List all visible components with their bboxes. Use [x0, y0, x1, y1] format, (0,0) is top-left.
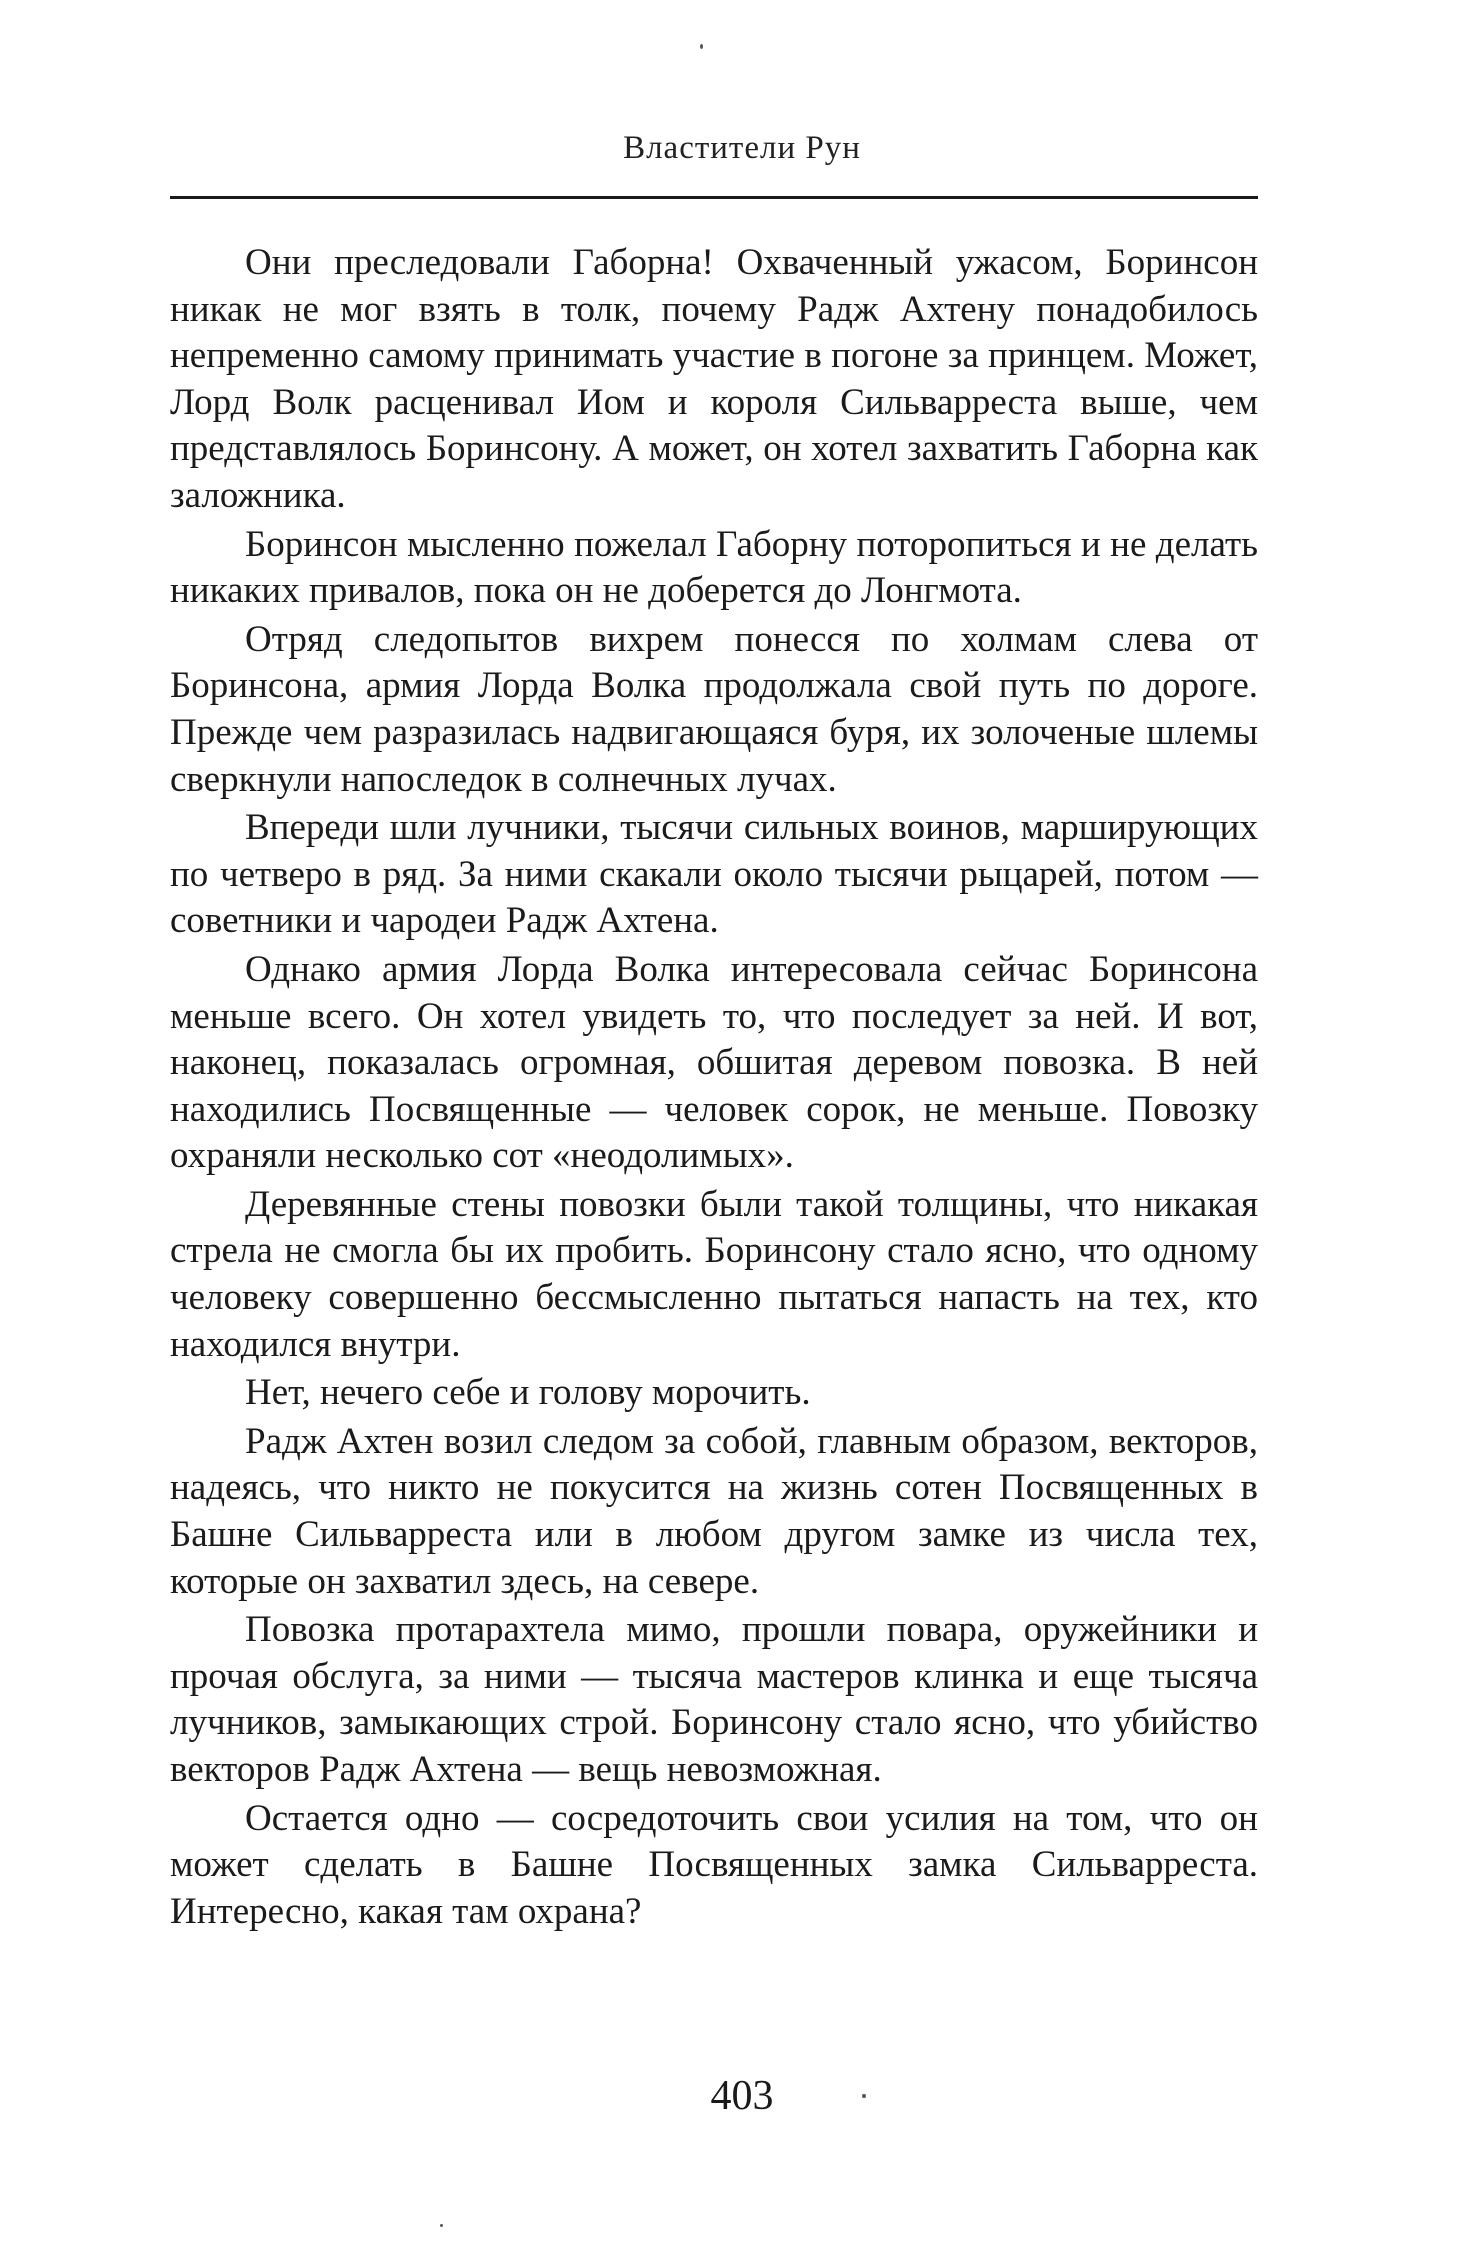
- paragraph: Радж Ахтен возил следом за собой, главным образом, векторов, надеясь, что никто не покусится на жизнь сотен Посвященных в Башне Сильварреста или в любом другом замке из числа тех, которые он захватил здесь, на севере.: [170, 1420, 1258, 1602]
- paragraph: Они преследовали Габорна! Охваченный ужасом, Боринсон никак не мог взять в толк, почему Радж Ахтену понадобилось непременно самому принимать участие в погоне за принцем. Может, Лорд Волк расценивал Иом и короля Сильварреста выше, чем представлялось Боринсону. А может, он хотел захватить Габорна как заложника.: [170, 242, 1258, 516]
- scan-speck: [440, 2224, 443, 2227]
- paragraph: Впереди шли лучники, тысячи сильных воинов, марширующих по четверо в ряд. За ними скакали около тысячи рыцарей, потом — советники и чародеи Радж Ахтена.: [170, 807, 1258, 942]
- scan-speck: [862, 2094, 866, 2098]
- paragraph: Однако армия Лорда Волка интересовала сейчас Боринсона меньше всего. Он хотел увидеть то, что последует за ней. И вот, наконец, показалась огромная, обшитая деревом повозка. В ней находились Посвященные — человек сорок, не меньше. Повозку охраняли несколько сот «неодолимых».: [170, 948, 1258, 1177]
- header-rule: [170, 196, 1258, 199]
- paragraph: Остается одно — сосредоточить свои усилия на том, что он может сделать в Башне Посвященных замка Сильварреста. Интересно, какая там охрана?: [170, 1797, 1258, 1932]
- paragraph: Деревянные стены повозки были такой толщины, что никакая стрела не смогла бы их пробить. Боринсону стало ясно, что одному человеку совершенно бессмысленно пытаться напасть на тех, кто находился внутри.: [170, 1183, 1258, 1365]
- running-title: Властители Рун: [623, 130, 861, 166]
- paragraph: Повозка протарахтела мимо, прошли повара, оружейники и прочая обслуга, за ними — тысяча мастеров клинка и еще тысяча лучников, замыкающих строй. Боринсону стало ясно, что убийство векторов Радж Ахтена — вещь невозможная.: [170, 1609, 1258, 1790]
- scan-speck: [700, 44, 703, 49]
- paragraph: Нет, нечего себе и голову морочить.: [245, 1372, 811, 1414]
- paragraph: Отряд следопытов вихрем понесся по холмам слева от Боринсона, армия Лорда Волка продолжала свой путь по дороге. Прежде чем разразилась надвигающаяся буря, их золоченые шлемы сверкнули напоследок в солнечных лучах.: [170, 618, 1258, 800]
- body-text: [170, 240, 1258, 1937]
- page-number: 403: [710, 2073, 774, 2119]
- paragraph: Боринсон мысленно пожелал Габорну поторопиться и не делать никаких привалов, пока он не доберется до Лонгмота.: [170, 523, 1258, 612]
